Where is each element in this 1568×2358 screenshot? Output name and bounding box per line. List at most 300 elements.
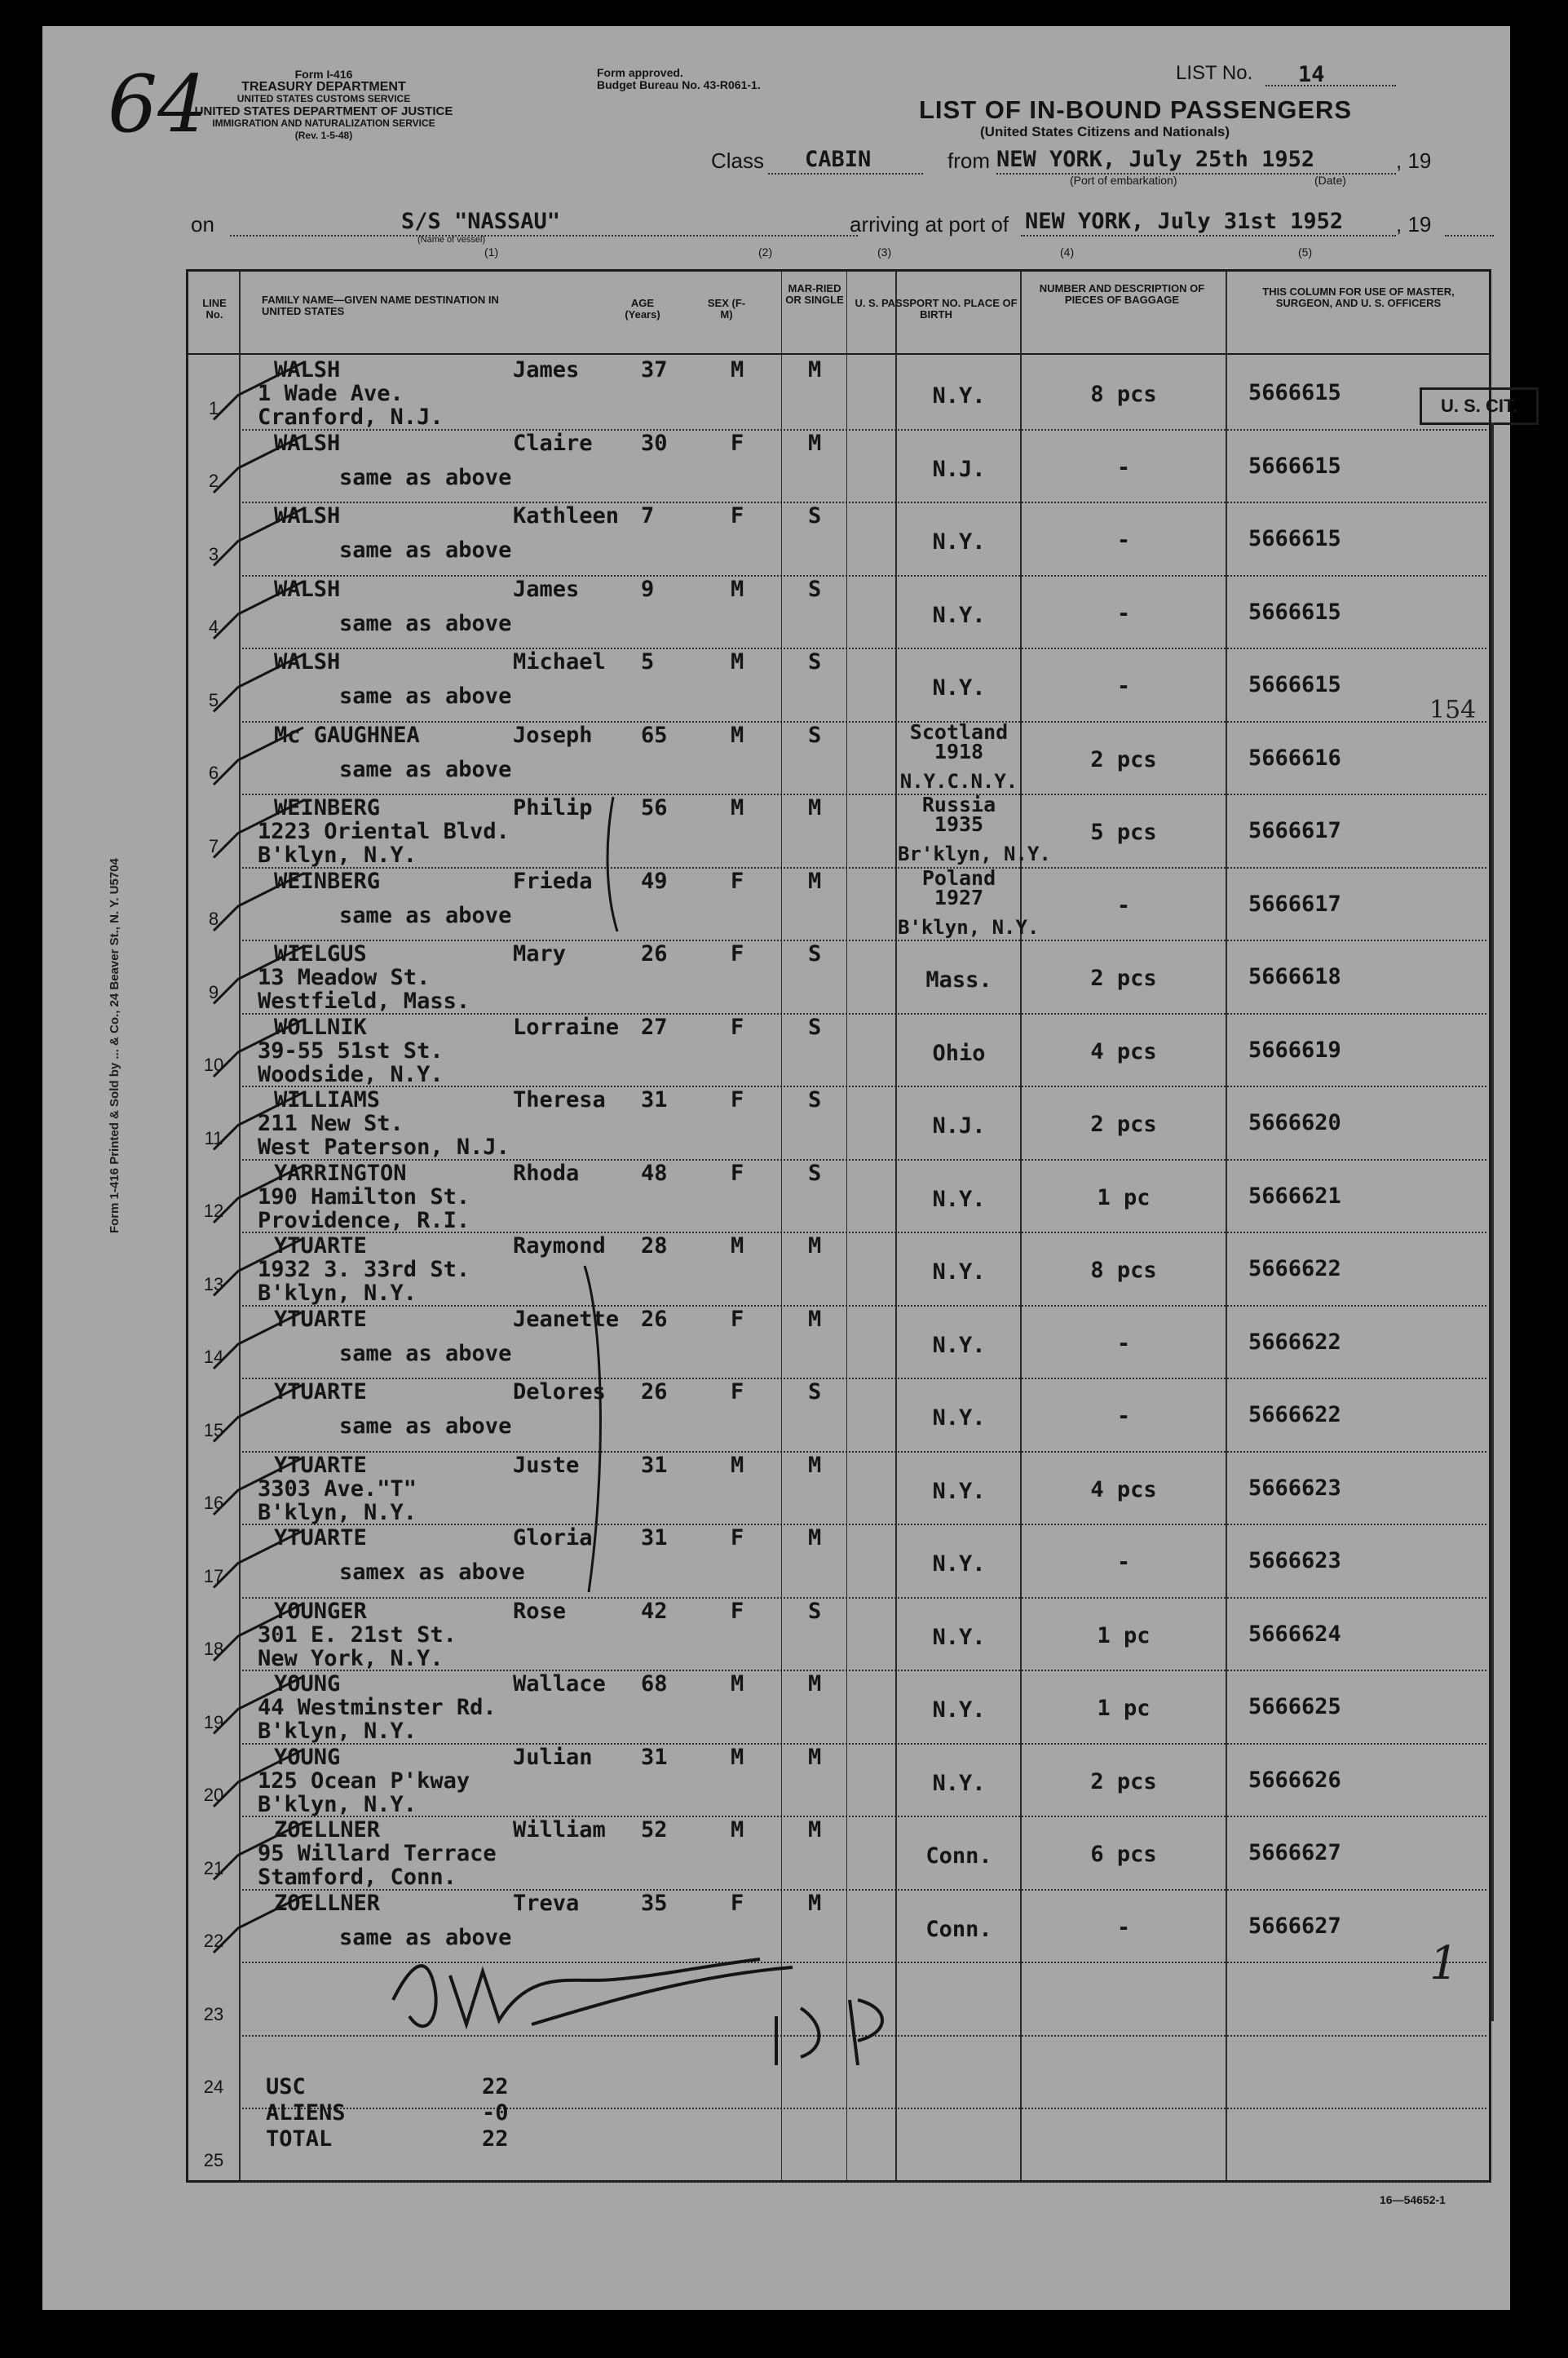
sex: F xyxy=(731,1306,744,1332)
bracket-line-left xyxy=(607,797,617,931)
bracket-line-ytuarte xyxy=(585,1266,600,1592)
us-citizen-stamp: U. S. CIT. xyxy=(1420,387,1539,425)
officer-number: 5666626 xyxy=(1248,1767,1341,1793)
check-mark xyxy=(214,436,303,493)
destination-line-2: Woodside, N.Y. xyxy=(258,1061,444,1087)
family-name: WALSH xyxy=(274,430,341,456)
marital-status: S xyxy=(808,941,822,967)
check-mark xyxy=(214,1750,303,1807)
total-aliens-label: ALIENS xyxy=(266,2100,346,2126)
marital-status: M xyxy=(808,430,822,456)
check-mark xyxy=(214,874,303,931)
sex: M xyxy=(731,357,744,383)
baggage: - xyxy=(1116,1914,1131,1940)
baggage: - xyxy=(1116,892,1131,918)
destination-line-2: B'klyn, N.Y. xyxy=(258,1719,417,1744)
given-name: William xyxy=(513,1817,606,1843)
header-officers: THIS COLUMN FOR USE OF MASTER, SURGEON, AND U. S. OFFICERS xyxy=(1262,285,1455,309)
baggage: 5 pcs xyxy=(1090,820,1157,845)
line-number: 3 xyxy=(208,543,219,564)
sex: F xyxy=(731,1087,744,1113)
line-number: 22 xyxy=(203,1931,224,1951)
baggage: 2 pcs xyxy=(1090,966,1157,991)
sex: F xyxy=(731,430,744,456)
age: 30 xyxy=(641,430,668,456)
class-value: CABIN xyxy=(805,147,872,172)
age: 56 xyxy=(641,795,668,821)
place-of-birth: N.Y. xyxy=(932,675,986,701)
line-number: 1 xyxy=(208,397,219,418)
baggage: 8 pcs xyxy=(1090,382,1157,407)
header-baggage: NUMBER AND DESCRIPTION OF PIECES OF BAGGAGE xyxy=(1039,282,1205,306)
age: 28 xyxy=(641,1233,668,1259)
officer-number: 5666624 xyxy=(1248,1621,1341,1647)
place-of-birth-line-2: N.Y.C.N.Y. xyxy=(899,769,1018,793)
officer-number: 5666619 xyxy=(1248,1037,1341,1063)
given-name: Claire xyxy=(513,430,593,456)
total-label: TOTAL xyxy=(266,2126,333,2152)
place-of-birth: Scotland 1918 xyxy=(909,719,1009,763)
header-age: AGE (Years) xyxy=(625,297,660,321)
marital-status: M xyxy=(808,1306,822,1332)
destination-line-1: same as above xyxy=(339,684,512,709)
check-marks xyxy=(214,363,303,1953)
immigration-service: IMMIGRATION AND NATURALIZATION SERVICE xyxy=(212,117,435,129)
line-number: 16 xyxy=(203,1493,224,1513)
sex: F xyxy=(731,1160,744,1186)
baggage: 2 pcs xyxy=(1090,1768,1157,1794)
age: 26 xyxy=(641,1379,668,1405)
check-mark xyxy=(214,1239,303,1296)
officer-number: 5666618 xyxy=(1248,964,1341,989)
signature xyxy=(393,1959,793,2026)
officer-number: 5666622 xyxy=(1248,1256,1341,1281)
sex: M xyxy=(731,795,744,821)
destination-line-1: 13 Meadow St. xyxy=(258,965,431,990)
place-of-birth: N.J. xyxy=(932,1113,986,1139)
line-number: 21 xyxy=(203,1857,224,1878)
total-aliens-value: -0 xyxy=(482,2100,509,2126)
officer-number: 5666622 xyxy=(1248,1402,1341,1427)
vessel-caption: (Name of vessel) xyxy=(417,235,486,245)
officer-number: 5666620 xyxy=(1248,1110,1341,1135)
line-number: 17 xyxy=(203,1565,224,1586)
destination-line-2: West Paterson, N.J. xyxy=(258,1135,510,1160)
baggage: 4 pcs xyxy=(1090,1476,1157,1502)
line-number: 9 xyxy=(208,981,219,1002)
header-sex: SEX (F-M) xyxy=(707,297,746,321)
family-name: WALSH xyxy=(274,649,341,675)
place-of-birth: N.Y. xyxy=(932,1770,986,1796)
sex: F xyxy=(731,1379,744,1405)
family-name: YARRINGTON xyxy=(274,1160,407,1186)
service-name: UNITED STATES CUSTOMS SERVICE xyxy=(236,93,411,104)
officer-number: 5666616 xyxy=(1248,745,1341,771)
baggage: 1 pc xyxy=(1097,1696,1151,1721)
destination-line-2: New York, N.Y. xyxy=(258,1645,444,1671)
marital-status: M xyxy=(808,1744,822,1770)
family-name: WIELGUS xyxy=(274,941,367,967)
given-name: James xyxy=(513,357,580,383)
given-name: James xyxy=(513,576,580,602)
marital-status: M xyxy=(808,1452,822,1478)
destination-line-1: same as above xyxy=(339,610,512,636)
given-name: Philip xyxy=(513,795,593,821)
age: 5 xyxy=(641,649,655,675)
age: 31 xyxy=(641,1087,668,1113)
place-of-birth: N.Y. xyxy=(932,1478,986,1504)
destination-line-1: same as above xyxy=(339,464,512,490)
form-subtitle: (United States Citizens and Nationals) xyxy=(980,124,1230,139)
destination-line-1: same as above xyxy=(339,538,512,563)
column-index-3: (3) xyxy=(877,246,892,259)
total-value: 22 xyxy=(482,2126,509,2152)
officer-number: 5666615 xyxy=(1248,672,1341,697)
header-name: FAMILY NAME—GIVEN NAME DESTINATION IN UNITED STATES xyxy=(262,294,499,317)
marital-status: S xyxy=(808,1379,822,1405)
from-year: , 19 xyxy=(1396,148,1432,173)
line-number: 7 xyxy=(208,835,219,856)
age: 7 xyxy=(641,503,655,529)
baggage: - xyxy=(1116,674,1131,699)
given-name: Rhoda xyxy=(513,1160,580,1186)
age: 65 xyxy=(641,722,668,748)
check-mark xyxy=(214,1093,303,1150)
destination-line-1: same as above xyxy=(339,1340,512,1366)
destination-line-1: same as above xyxy=(339,902,512,928)
age: 31 xyxy=(641,1452,668,1478)
check-mark xyxy=(214,1896,303,1953)
baggage: 4 pcs xyxy=(1090,1038,1157,1064)
place-of-birth: N.Y. xyxy=(932,529,986,555)
sex: M xyxy=(731,576,744,602)
destination-line-1: 1 Wade Ave. xyxy=(258,381,404,406)
officer-number: 5666627 xyxy=(1248,1840,1341,1865)
check-mark xyxy=(214,1823,303,1880)
form-title: LIST OF IN-BOUND PASSENGERS xyxy=(919,95,1353,124)
line-number: 6 xyxy=(208,763,219,783)
line-number: 2 xyxy=(208,471,219,491)
place-of-birth: N.Y. xyxy=(932,1186,986,1212)
arriving-label: arriving at port of xyxy=(850,212,1009,237)
family-name: ZOELLNER xyxy=(274,1890,381,1916)
budget-bureau-line: Budget Bureau No. 43-R061-1. xyxy=(597,78,761,91)
form-number: Form I-416 xyxy=(294,68,353,81)
header-line-no: LINE No. xyxy=(202,297,227,321)
family-name: WILLIAMS xyxy=(274,1087,381,1113)
line-number: 15 xyxy=(203,1419,224,1440)
marital-status: S xyxy=(808,576,822,602)
age: 49 xyxy=(641,868,668,894)
marital-status: S xyxy=(808,649,822,675)
family-name: WEINBERG xyxy=(274,868,381,894)
officer-number: 5666615 xyxy=(1248,380,1341,405)
officer-number: 5666625 xyxy=(1248,1694,1341,1719)
marital-status: M xyxy=(808,1671,822,1697)
check-mark xyxy=(214,728,303,785)
place-of-birth: N.Y. xyxy=(932,1332,986,1358)
destination-line-1: 125 Ocean P'kway xyxy=(258,1767,470,1794)
column-index-1: (1) xyxy=(484,246,499,259)
officer-number: 5666621 xyxy=(1248,1183,1341,1209)
column-index-4: (4) xyxy=(1060,246,1075,259)
sex: M xyxy=(731,1233,744,1259)
family-name: WALSH xyxy=(274,576,341,602)
given-name: Lorraine xyxy=(513,1014,620,1040)
family-name: YOUNG xyxy=(274,1671,341,1697)
given-name: Theresa xyxy=(513,1087,606,1113)
officer-number: 5666622 xyxy=(1248,1329,1341,1355)
sex: F xyxy=(731,503,744,529)
line-number: 10 xyxy=(203,1055,224,1075)
family-name: YOUNG xyxy=(274,1744,341,1770)
marital-status: M xyxy=(808,1233,822,1259)
place-of-birth: N.Y. xyxy=(932,1259,986,1285)
handwritten-page-number: 64 xyxy=(108,59,208,150)
baggage: 1 pc xyxy=(1097,1622,1151,1648)
marital-status: M xyxy=(808,1525,822,1551)
age: 26 xyxy=(641,941,668,967)
check-mark xyxy=(214,1458,303,1515)
line-number: 11 xyxy=(204,1127,223,1148)
family-name: WEINBERG xyxy=(274,795,381,821)
place-of-birth: Russia 1935 xyxy=(921,793,996,836)
destination-line-1: same as above xyxy=(339,756,512,782)
port-caption: (Port of embarkation) xyxy=(1070,174,1177,187)
marital-status: M xyxy=(808,795,822,821)
on-label: on xyxy=(191,212,214,237)
check-mark xyxy=(214,1166,303,1223)
age: 42 xyxy=(641,1598,668,1624)
handwritten-tick: 1 xyxy=(1429,1937,1459,1990)
marital-status: S xyxy=(808,722,822,748)
marital-status: M xyxy=(808,357,822,383)
destination-line-2: B'klyn, N.Y. xyxy=(258,1499,417,1525)
destination-line-2: Westfield, Mass. xyxy=(258,989,470,1014)
check-mark xyxy=(214,1677,303,1734)
place-of-birth: Conn. xyxy=(925,1843,992,1869)
destination-line-2: B'klyn, N.Y. xyxy=(258,843,417,868)
destination-line-2: Cranford, N.J. xyxy=(258,405,444,430)
check-mark xyxy=(214,801,303,858)
check-mark xyxy=(214,363,303,420)
age: 31 xyxy=(641,1744,668,1770)
check-mark xyxy=(214,1604,303,1661)
margin-note-number: 154 xyxy=(1429,696,1477,724)
place-of-birth: N.Y. xyxy=(932,1697,986,1723)
destination-line-1: samex as above xyxy=(339,1559,525,1585)
age: 31 xyxy=(641,1525,668,1551)
marital-status: M xyxy=(808,1890,822,1916)
given-name: Joseph xyxy=(513,722,593,748)
age: 37 xyxy=(641,357,668,383)
arriving-year: , 19 xyxy=(1396,212,1432,237)
marital-status: S xyxy=(808,1014,822,1040)
destination-line-2: B'klyn, N.Y. xyxy=(258,1281,417,1306)
given-name: Mary xyxy=(513,941,567,967)
family-name: WALSH xyxy=(274,503,341,529)
baggage: - xyxy=(1116,528,1131,553)
baggage: - xyxy=(1116,600,1131,626)
age: 48 xyxy=(641,1160,668,1186)
line-number: 18 xyxy=(203,1639,224,1659)
officer-number: 5666617 xyxy=(1248,818,1341,843)
line-number: 23 xyxy=(203,2003,224,2024)
line-number: 25 xyxy=(203,2149,224,2170)
line-number: 20 xyxy=(203,1785,224,1805)
sex: M xyxy=(731,649,744,675)
officer-number: 5666623 xyxy=(1248,1475,1341,1501)
place-of-birth-line-2: B'klyn, N.Y. xyxy=(898,915,1040,939)
baggage: - xyxy=(1116,1550,1131,1575)
age: 9 xyxy=(641,576,655,602)
baggage: - xyxy=(1116,454,1131,480)
total-usc-label: USC xyxy=(266,2074,306,2099)
sex: F xyxy=(731,941,744,967)
baggage: - xyxy=(1116,1404,1131,1429)
destination-line-1: same as above xyxy=(339,1413,512,1439)
family-name: WOLLNIK xyxy=(274,1014,367,1040)
sex: M xyxy=(731,1452,744,1478)
family-name: YTUARTE xyxy=(274,1525,367,1551)
from-label: from xyxy=(947,148,990,173)
from-value: NEW YORK, July 25th 1952 xyxy=(996,147,1315,172)
baggage: 2 pcs xyxy=(1090,1112,1157,1137)
given-name: Wallace xyxy=(513,1671,606,1697)
given-name: Delores xyxy=(513,1379,606,1405)
destination-line-1: 301 E. 21st St. xyxy=(258,1621,457,1648)
destination-line-1: 190 Hamilton St. xyxy=(258,1183,470,1210)
place-of-birth: N.Y. xyxy=(932,383,986,409)
given-name: Rose xyxy=(513,1598,567,1624)
line-number: 13 xyxy=(203,1273,224,1294)
department-justice: UNITED STATES DEPARTMENT OF JUSTICE xyxy=(194,104,453,118)
list-number-label: LIST No. xyxy=(1176,62,1253,84)
destination-line-1: 44 Westminster Rd. xyxy=(258,1695,497,1720)
officer-number: 5666627 xyxy=(1248,1913,1341,1939)
line-number: 8 xyxy=(208,909,219,929)
place-of-birth: Mass. xyxy=(925,967,992,993)
sex: M xyxy=(731,1817,744,1843)
destination-line-1: 1223 Oriental Blvd. xyxy=(258,819,510,844)
check-mark xyxy=(214,582,303,639)
destination-line-1: same as above xyxy=(339,1924,512,1950)
sex: M xyxy=(731,1744,744,1770)
destination-line-1: 39-55 51st St. xyxy=(258,1037,444,1064)
check-mark xyxy=(214,1531,303,1588)
given-name: Treva xyxy=(513,1890,580,1916)
check-mark xyxy=(214,1312,303,1369)
destination-line-2: Stamford, Conn. xyxy=(258,1865,457,1890)
sex: F xyxy=(731,1014,744,1040)
destination-line-1: 211 New St. xyxy=(258,1111,404,1136)
place-of-birth: Ohio xyxy=(932,1040,986,1066)
approval-line: Form approved. xyxy=(597,66,683,79)
line-number: 14 xyxy=(203,1347,224,1367)
marital-status: S xyxy=(808,1087,822,1113)
line-number: 5 xyxy=(208,689,219,710)
given-name: Gloria xyxy=(513,1525,593,1551)
check-mark xyxy=(214,1020,303,1077)
column-index-2: (2) xyxy=(758,246,773,259)
marital-status: M xyxy=(808,1817,822,1843)
officer-number: 5666623 xyxy=(1248,1548,1341,1573)
age: 35 xyxy=(641,1890,668,1916)
family-name: YTUARTE xyxy=(274,1306,367,1332)
line-number: 19 xyxy=(203,1711,224,1732)
sex: F xyxy=(731,1525,744,1551)
check-mark xyxy=(214,1385,303,1442)
list-number-value: 14 xyxy=(1298,62,1325,87)
department-name: TREASURY DEPARTMENT xyxy=(241,80,406,94)
given-name: Juste xyxy=(513,1452,580,1478)
place-of-birth: N.Y. xyxy=(932,1624,986,1650)
sex: M xyxy=(731,1671,744,1697)
age: 26 xyxy=(641,1306,668,1332)
age: 68 xyxy=(641,1671,668,1697)
destination-line-1: 1932 3. 33rd St. xyxy=(258,1257,470,1282)
column-index-5: (5) xyxy=(1298,246,1313,259)
footer-code: 16—54652-1 xyxy=(1380,2193,1446,2206)
marital-status: S xyxy=(808,1598,822,1624)
given-name: Kathleen xyxy=(513,503,620,529)
given-name: Frieda xyxy=(513,868,593,894)
form-revision: (Rev. 1-5-48) xyxy=(294,130,353,141)
printer-side-text: Form 1-416 Printed & Sold by ... & Co., 24 Beaver St., N. Y. U5704 xyxy=(108,858,121,1233)
place-of-birth: N.Y. xyxy=(932,1551,986,1577)
place-of-birth: Poland 1927 xyxy=(921,865,996,909)
place-of-birth: Conn. xyxy=(925,1916,992,1942)
place-of-birth: N.Y. xyxy=(932,1405,986,1431)
check-mark xyxy=(214,655,303,712)
family-name: WALSH xyxy=(274,357,341,383)
check-mark xyxy=(214,509,303,566)
class-label: Class xyxy=(711,148,765,173)
date-caption: (Date) xyxy=(1314,174,1346,187)
line-number: 4 xyxy=(208,617,219,637)
age: 27 xyxy=(641,1014,668,1040)
sex: F xyxy=(731,868,744,894)
total-usc-value: 22 xyxy=(482,2074,509,2099)
given-name: Jeanette xyxy=(513,1306,620,1332)
place-of-birth-line-2: Br'klyn, N.Y. xyxy=(898,843,1051,865)
family-name: YTUARTE xyxy=(274,1452,367,1478)
baggage: 8 pcs xyxy=(1090,1258,1157,1283)
signature-initials xyxy=(776,2000,882,2065)
place-of-birth: N.Y. xyxy=(932,602,986,628)
marital-status: M xyxy=(808,868,822,894)
family-name: Mc GAUGHNEA xyxy=(274,722,420,748)
marital-status: S xyxy=(808,503,822,529)
sex: F xyxy=(731,1890,744,1916)
form-sheet xyxy=(42,26,1518,2310)
officer-number: 5666615 xyxy=(1248,453,1341,479)
family-name: YOUNGER xyxy=(274,1598,367,1624)
officer-number: 5666615 xyxy=(1248,599,1341,625)
given-name: Julian xyxy=(513,1744,593,1770)
marital-status: S xyxy=(808,1160,822,1186)
sex: F xyxy=(731,1598,744,1624)
arriving-value: NEW YORK, July 31st 1952 xyxy=(1025,209,1344,234)
sex: M xyxy=(731,722,744,748)
vessel-name: S/S "NASSAU" xyxy=(401,209,561,234)
destination-line-2: B'klyn, N.Y. xyxy=(258,1791,417,1817)
officer-number: 5666615 xyxy=(1248,526,1341,551)
family-name: YTUARTE xyxy=(274,1233,367,1259)
destination-line-1: 95 Willard Terrace xyxy=(258,1841,497,1866)
given-name: Raymond xyxy=(513,1233,606,1259)
given-name: Michael xyxy=(513,649,606,675)
